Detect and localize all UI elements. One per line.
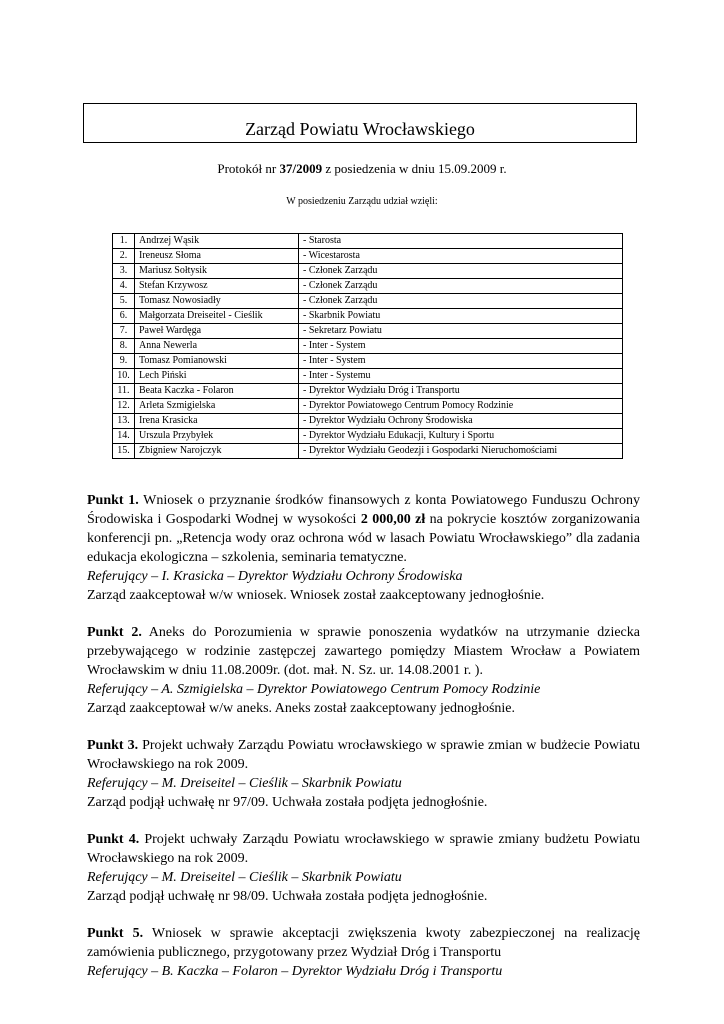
member-number: 1. [113,234,135,249]
agenda-point [87,924,640,981]
agenda-points [87,491,640,999]
table-row [113,429,623,444]
member-name: Tomasz Nowosiadły [135,294,299,309]
point-referent: Referujący – M. Dreiseitel – Cieślik – Skarbnik Powiatu [87,776,402,791]
member-role: - Członek Zarządu [299,264,623,279]
member-number: 12. [113,399,135,414]
table-row [113,249,623,264]
member-number: 11. [113,384,135,399]
member-number: 14. [113,429,135,444]
member-number: 9. [113,354,135,369]
member-role: - Skarbnik Powiatu [299,309,623,324]
member-name: Stefan Krzywosz [135,279,299,294]
member-number: 6. [113,309,135,324]
member-role: - Inter - System [299,354,623,369]
table-row [113,339,623,354]
point-amount: 2 000,00 zł [360,512,426,527]
member-name: Mariusz Sołtysik [135,264,299,279]
table-row [113,279,623,294]
member-role: - Dyrektor Wydziału Geodezji i Gospodarki Nieruchomościami [299,444,623,459]
member-number: 2. [113,249,135,264]
point-text: Projekt uchwały Zarządu Powiatu wrocławskiego w sprawie zmiany budżetu Powiatu Wrocławskiego na rok 2009. [87,832,640,866]
point-referent: Referujący – M. Dreiseitel – Cieślik – Skarbnik Powiatu [87,870,402,885]
table-row [113,309,623,324]
member-role: - Sekretarz Powiatu [299,324,623,339]
member-role: - Inter - Systemu [299,369,623,384]
point-referent: Referujący – A. Szmigielska – Dyrektor Powiatowego Centrum Pomocy Rodzinie [87,682,541,697]
member-number: 3. [113,264,135,279]
point-text: Aneks do Porozumienia w sprawie ponoszenia wydatków na utrzymanie dziecka przebywającego w rodzinie zastępczej zawartego pomiędzy Miastem Wrocław a Powiatem Wrocławskim w dniu 11.08.2009r. (dot. mał. N. Sz. ur. 14.08.2001 r. ). [87,625,640,678]
table-row [113,414,623,429]
point-label: Punkt 2. [87,625,142,640]
member-name: Zbigniew Narojczyk [135,444,299,459]
point-text: Wniosek w sprawie akceptacji zwiększenia kwoty zabezpieczonej na realizację zamówienia publicznego, przygotowany przez Wydział Dróg i Transportu [87,926,641,960]
table-row [113,294,623,309]
table-row [113,354,623,369]
point-text: Wniosek o przyznanie środków finansowych z konta Powiatowego Funduszu Ochrony Środowiska i Gospodarki Wodnej w wysokości [87,493,640,527]
point-decision: Zarząd zaakceptował w/w aneks. Aneks został zaakceptowany jednogłośnie. [87,701,515,716]
point-decision: Zarząd podjął uchwałę nr 98/09. Uchwała została podjęta jednogłośnie. [87,889,488,904]
point-label: Punkt 4. [87,832,140,847]
member-number: 5. [113,294,135,309]
member-number: 10. [113,369,135,384]
point-label: Punkt 5. [87,926,144,941]
protocol-number: 37/2009 [279,161,323,176]
member-role: - Dyrektor Powiatowego Centrum Pomocy Rodzinie [299,399,623,414]
point-decision: Zarząd zaakceptował w/w wniosek. Wniosek został zaakceptowany jednogłośnie. [87,588,545,603]
agenda-point [87,491,640,605]
agenda-point [87,736,640,812]
member-role: - Inter - System [299,339,623,354]
point-text-after: na pokrycie kosztów zorganizowania konferencji pn. „Retencja wody oraz ochrona wód w lasach Powiatu Wrocławskiego” dla zadania edukacja ekologiczna – szkolenia, seminaria tematyczne. [87,512,640,565]
table-row [113,384,623,399]
member-number: 8. [113,339,135,354]
protocol-line [0,161,724,177]
point-label: Punkt 1. [87,493,139,508]
member-name: Beata Kaczka - Folaron [135,384,299,399]
protocol-prefix: Protokół nr [217,161,280,176]
member-number: 4. [113,279,135,294]
agenda-point [87,830,640,906]
protocol-suffix: z posiedzenia w dniu 15.09.2009 r. [322,161,507,176]
member-name: Ireneusz Słoma [135,249,299,264]
member-role: - Wicestarosta [299,249,623,264]
member-name: Andrzej Wąsik [135,234,299,249]
point-decision: Zarząd podjął uchwałę nr 97/09. Uchwała została podjęta jednogłośnie. [87,795,488,810]
member-role: - Dyrektor Wydziału Dróg i Transportu [299,384,623,399]
table-row [113,264,623,279]
table-row [113,234,623,249]
agenda-point [87,623,640,718]
point-description [87,491,640,567]
point-description [87,830,640,868]
member-name: Paweł Wardęga [135,324,299,339]
members-table [112,233,623,459]
member-name: Lech Piński [135,369,299,384]
member-name: Tomasz Pomianowski [135,354,299,369]
member-name: Małgorzata Dreiseitel - Cieślik [135,309,299,324]
table-row [113,324,623,339]
point-text: Projekt uchwały Zarządu Powiatu wrocławskiego w sprawie zmian w budżecie Powiatu Wrocławskiego na rok 2009. [87,738,641,772]
point-referent: Referujący – B. Kaczka – Folaron – Dyrektor Wydziału Dróg i Transportu [87,964,503,979]
member-role: - Starosta [299,234,623,249]
point-description [87,736,640,774]
member-role: - Dyrektor Wydziału Ochrony Środowiska [299,414,623,429]
point-description [87,924,640,962]
member-role: - Dyrektor Wydziału Edukacji, Kultury i Sportu [299,429,623,444]
point-description [87,623,640,680]
member-name: Arleta Szmigielska [135,399,299,414]
point-referent: Referujący – I. Krasicka – Dyrektor Wydziału Ochrony Środowiska [87,569,463,584]
member-number: 7. [113,324,135,339]
member-role: - Członek Zarządu [299,294,623,309]
member-name: Irena Krasicka [135,414,299,429]
table-row [113,399,623,414]
member-role: - Członek Zarządu [299,279,623,294]
table-row [113,369,623,384]
member-number: 13. [113,414,135,429]
document-title: Zarząd Powiatu Wrocławskiego [83,103,637,143]
member-name: Anna Newerla [135,339,299,354]
point-label: Punkt 3. [87,738,139,753]
table-row [113,444,623,459]
member-number: 15. [113,444,135,459]
member-name: Urszula Przybyłek [135,429,299,444]
attendees-intro: W posiedzeniu Zarządu udział wzięli: [286,196,438,207]
